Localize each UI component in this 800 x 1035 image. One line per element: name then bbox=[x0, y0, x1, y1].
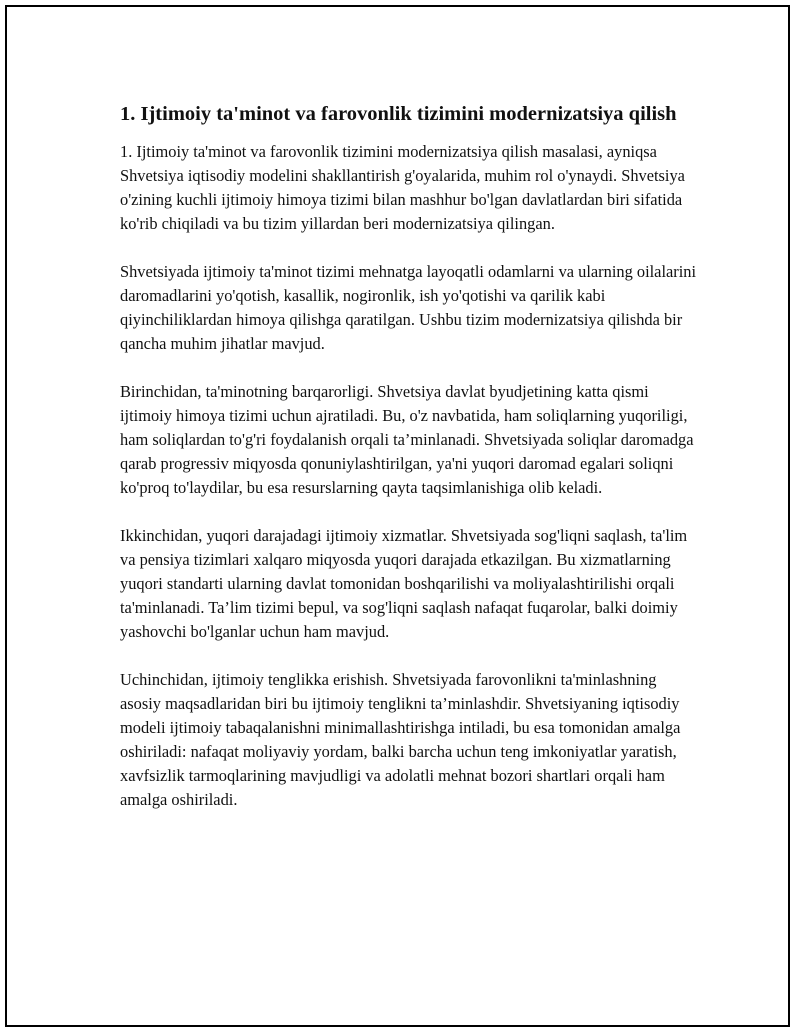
paragraph-first-point: Birinchidan, ta'minotning barqarorligi. Shvetsiya davlat byudjetining katta qismi ijtimoiy himoya tizimi uchun ajratiladi. Bu, o'z navbatida, ham soliqlarning yuqoriligi, ham soliqlardan to'g'ri foydalanish orqali ta’minlanadi. Shvetsiyada soliqlar daromadga qarab progressiv miqyosda qonuniylashtirilgan, ya'ni yuqori daromad egalari soliqni ko'proq to'laydilar, bu esa resurslarning qayta taqsimlanishiga olib keladi. bbox=[120, 382, 694, 497]
paragraph-intro: 1. Ijtimoiy ta'minot va farovonlik tizimini modernizatsiya qilish masalasi, ayniqsa Shvetsiya iqtisodiy modelini shakllantirish g'oyalarida, muhim rol o'ynaydi. Shvetsiya o'zining kuchli ijtimoiy himoya tizimi bilan mashhur bo'lgan davlatlardan biri sifatida ko'rib chiqiladi va bu tizim yillardan beri modernizatsiya qilingan. bbox=[120, 142, 685, 233]
paragraph-second-point: Ikkinchidan, yuqori darajadagi ijtimoiy xizmatlar. Shvetsiyada sog'liqni saqlash, ta'lim va pensiya tizimlari xalqaro miqyosda yuqori darajada etkazilgan. Bu xizmatlarning yuqori standarti ularning davlat tomonidan boshqarilishi va moliyalashtirilishi orqali ta'minlanadi. Ta’lim tizimi bepul, va sog'liqni saqlash nafaqat fuqarolar, balki doimiy yashovchi bo'lganlar uchun ham mavjud. bbox=[120, 526, 688, 641]
section-heading: 1. Ijtimoiy ta'minot va farovonlik tizimini modernizatsiya qilish bbox=[120, 103, 677, 125]
paragraph-social-security: Shvetsiyada ijtimoiy ta'minot tizimi mehnatga layoqatli odamlarni va ularning oilalarini daromadlarini yo'qotish, kasallik, nogironlik, ish yo'qotishi va qarilik kabi qiyinchiliklardan himoya qilishga qaratilgan. Ushbu tizim modernizatsiya qilishda bir qancha muhim jihatlar mavjud. bbox=[120, 262, 697, 353]
paragraph-third-point: Uchinchidan, ijtimoiy tenglikka erishish. Shvetsiyada farovonlikni ta'minlashning asosiy maqsadlaridan biri bu ijtimoiy tenglikni ta’minlashdir. Shvetsiyaning iqtisodiy modeli ijtimoiy tabaqalanishni minimallashtirishga intiladi, bu esa tomonidan amalga oshiriladi: nafaqat moliyaviy yordam, balki barcha uchun teng imkoniyatlar yaratish, xavfsizlik tarmoqlarining mavjudligi va adolatli mehnat bozori shartlari orqali ham amalga oshiriladi. bbox=[120, 670, 681, 809]
document-body bbox=[120, 101, 700, 836]
page-frame bbox=[5, 5, 790, 1027]
